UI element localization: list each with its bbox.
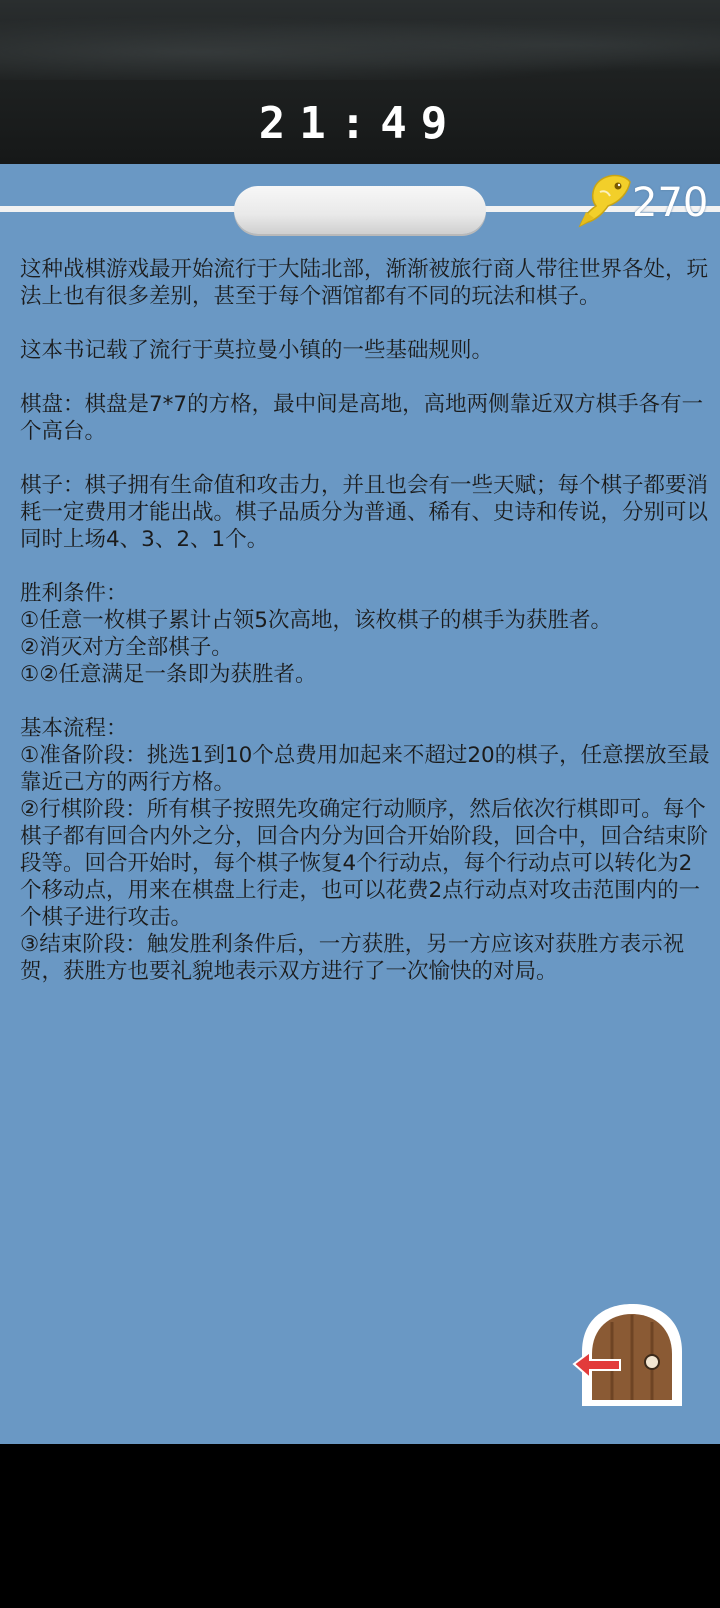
status-clock: 21:49 [258, 98, 462, 149]
section-heading: 基本流程： [20, 716, 128, 741]
page-title-plate [234, 186, 486, 234]
goldfish-coin-icon [574, 172, 632, 230]
paragraph-victory [20, 580, 710, 688]
list-item: ①准备阶段：挑选1到10个总费用加起来不超过20的棋子，任意摆放至最靠近己方的两行方格。 [20, 743, 710, 795]
paragraph-intro [20, 337, 710, 364]
text-line: 这本书记载了流行于莫拉曼小镇的一些基础规则。 [20, 338, 494, 363]
section-heading: 胜利条件： [20, 581, 128, 606]
list-item: ①②任意满足一条即为获胜者。 [20, 662, 317, 687]
list-item: ②行棋阶段：所有棋子按照先攻确定行动顺序，然后依次行棋即可。每个棋子都有回合内外之分，回合内分为回合开始阶段，回合中，回合结束阶段等。回合开始时，每个棋子恢复4个行动点，每个行动点可以转化为2个移动点，用来在棋盘上行走，也可以花费2点行动点对攻击范围内的一个棋子进行攻击。 [20, 797, 709, 930]
bottom-bar [0, 1444, 720, 1608]
list-item: ②消灭对方全部棋子。 [20, 635, 233, 660]
paragraph-flow [20, 715, 710, 985]
paragraph-board [20, 391, 710, 445]
text-line: 棋盘：棋盘是7*7的方格，最中间是高地，高地两侧靠近双方棋手各有一个高台。 [20, 392, 704, 444]
paragraph-pieces [20, 472, 710, 553]
door-exit-icon [572, 1300, 692, 1412]
exit-door-button[interactable] [572, 1300, 692, 1412]
mountain-backdrop [0, 10, 720, 80]
top-backdrop [0, 0, 720, 164]
coin-counter: 270 [632, 180, 709, 226]
paragraph-history [20, 256, 710, 310]
rulebook-text [20, 256, 710, 1012]
list-item: ①任意一枚棋子累计占领5次高地，该枚棋子的棋手为获胜者。 [20, 608, 612, 633]
list-item: ③结束阶段：触发胜利条件后，一方获胜，另一方应该对获胜方表示祝贺，获胜方也要礼貌地表示双方进行了一次愉快的对局。 [20, 932, 685, 984]
text-line: 这种战棋游戏最开始流行于大陆北部，渐渐被旅行商人带往世界各处，玩法上也有很多差别，甚至于每个酒馆都有不同的玩法和棋子。 [20, 257, 709, 309]
text-line: 棋子：棋子拥有生命值和攻击力，并且也会有一些天赋；每个棋子都要消耗一定费用才能出战。棋子品质分为普通、稀有、史诗和传说，分别可以同时上场4、3、2、1个。 [20, 473, 709, 552]
